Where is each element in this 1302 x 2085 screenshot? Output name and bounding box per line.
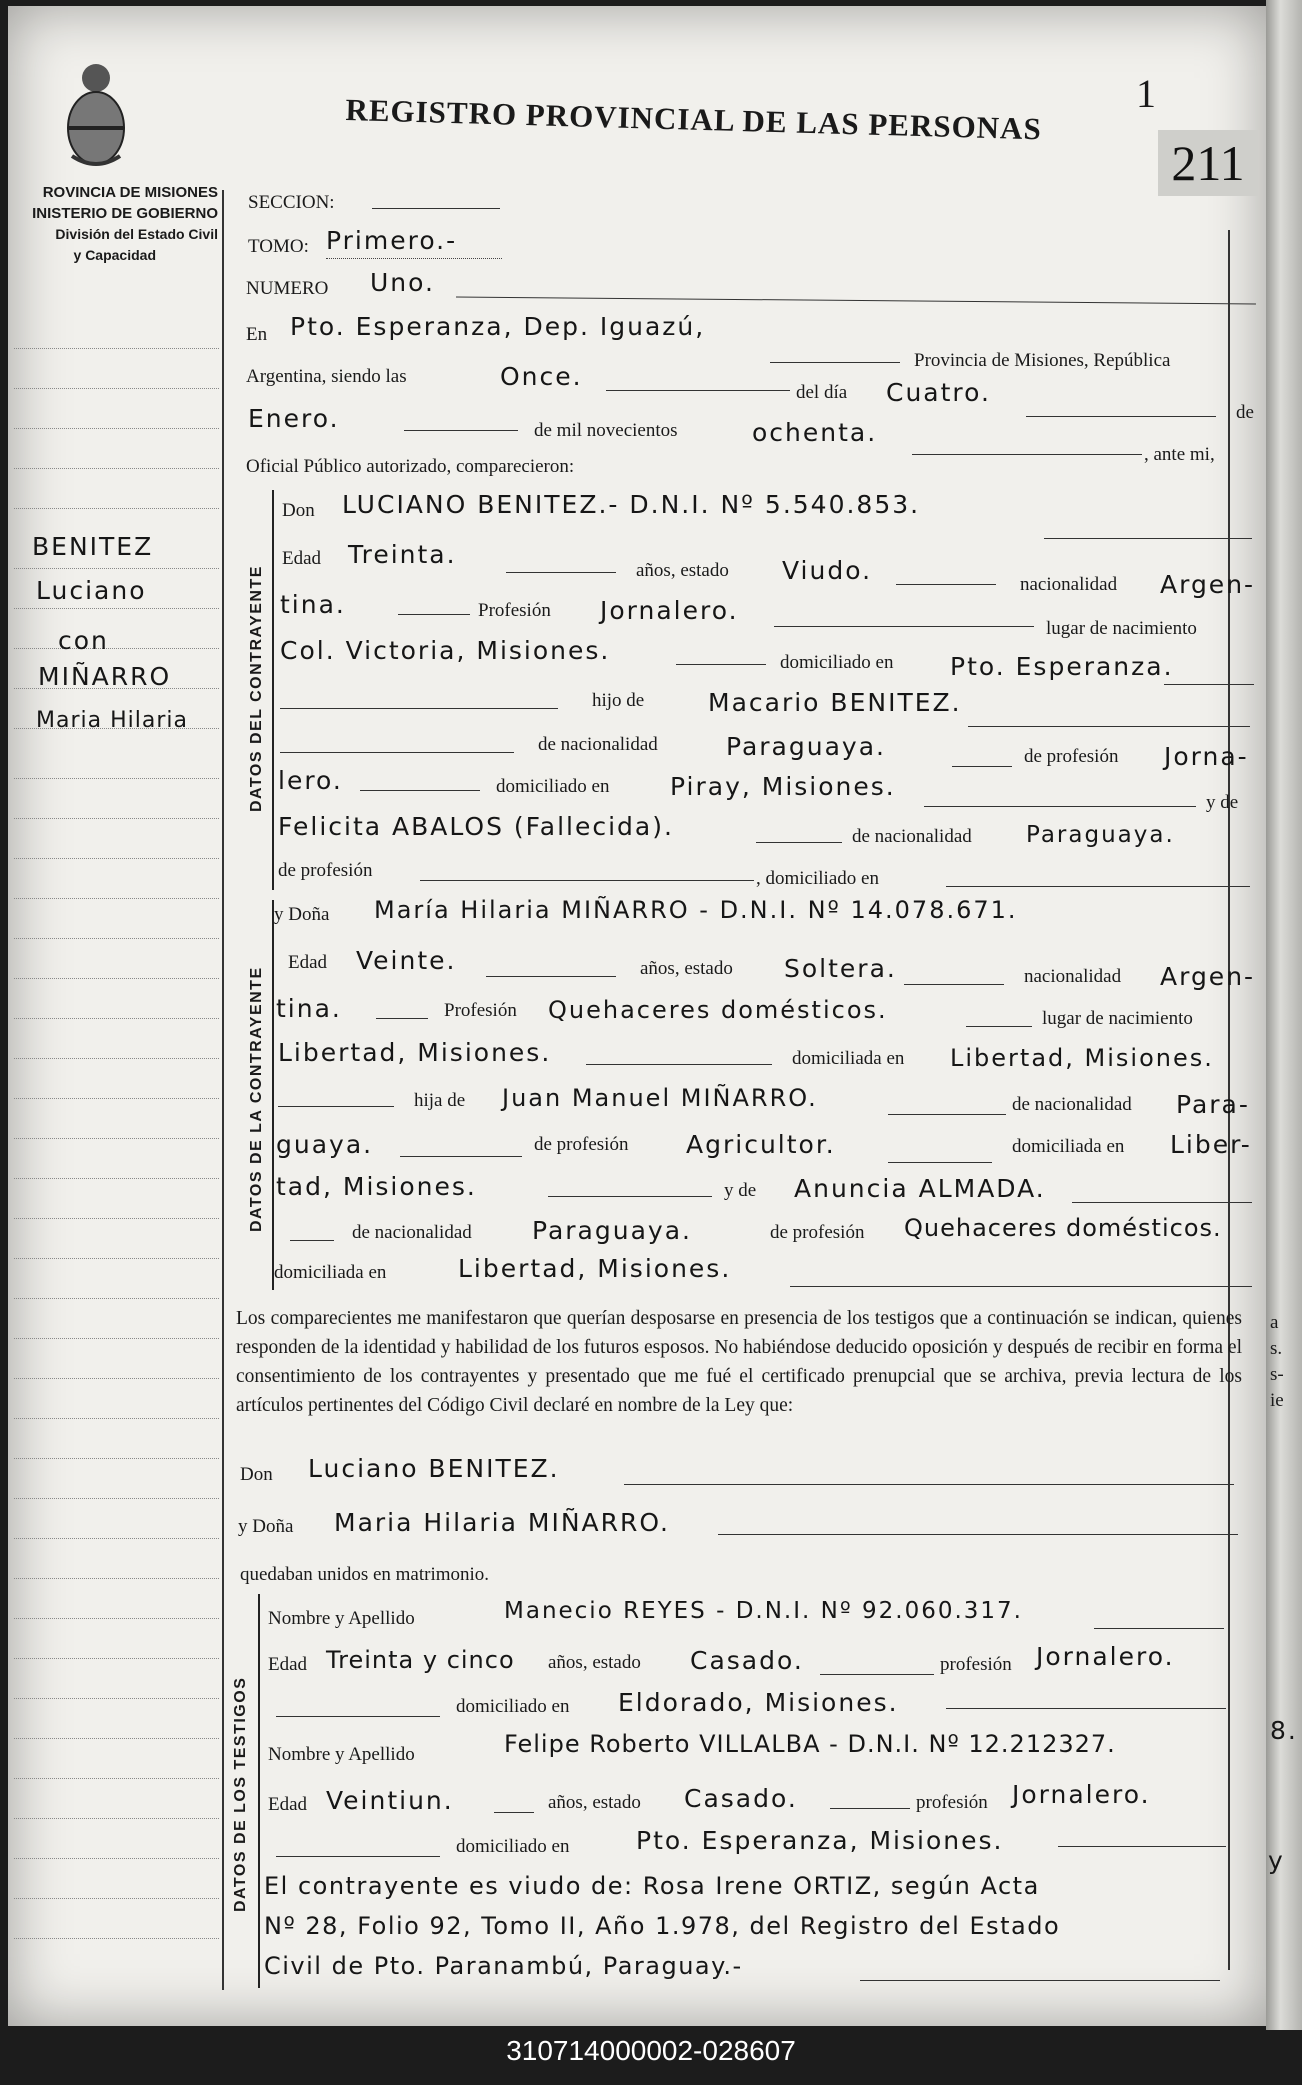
oficial-text: Oficial Público autorizado, comparecieron:: [246, 456, 575, 477]
profesion-label: profesión: [916, 1792, 988, 1813]
hija-label: hija de: [414, 1090, 466, 1111]
month-value: Enero.: [248, 404, 340, 433]
padre-profesion-value-cont: lero.: [278, 766, 343, 795]
padre-profesion-value: Agricultor.: [686, 1130, 836, 1159]
madre-domicilio-value: Libertad, Misiones.: [458, 1254, 732, 1283]
madre-profesion-value: Quehaceres domésticos.: [904, 1214, 1222, 1242]
profesion-value: Quehaceres domésticos.: [548, 996, 888, 1024]
edge-fragment: s.: [1270, 1338, 1283, 1359]
profesion-label: Profesión: [444, 1000, 517, 1021]
en-label: En: [246, 324, 268, 345]
domiciliada-label: domiciliada en: [792, 1048, 905, 1069]
nacionalidad-label: nacionalidad: [1020, 574, 1118, 595]
groom-name: LUCIANO BENITEZ.- D.N.I. Nº 5.540.853.: [342, 490, 921, 519]
padre-profesion-value: Jorna-: [1164, 742, 1249, 771]
domiciliada-label: domiciliada en: [274, 1262, 387, 1283]
domiciliado-label: domiciliado en: [780, 652, 894, 673]
nacionalidad-value-cont: tina.: [280, 590, 346, 619]
tomo-label: TOMO:: [248, 236, 309, 257]
anos-estado-text: años, estado: [548, 1652, 641, 1673]
witness1-profesion: Jornalero.: [1036, 1642, 1175, 1671]
year-text: de mil novecientos: [534, 420, 678, 441]
edad-label: Edad: [282, 548, 322, 569]
domiciliado-label: domiciliado en: [456, 1836, 570, 1857]
lugar-label: lugar de nacimiento: [1042, 1008, 1193, 1029]
madre-value: Felicita ABALOS (Fallecida).: [278, 812, 674, 841]
y-de-label: y de: [724, 1180, 757, 1201]
office-line: ROVINCIA DE MISIONES: [42, 184, 218, 201]
office-block: [0, 182, 218, 266]
edge-fragment: a: [1270, 1312, 1279, 1333]
nacionalidad-value: Argen-: [1160, 962, 1256, 991]
y-de-label: y de: [1206, 792, 1239, 813]
note-line: El contrayente es viudo de: Rosa Irene ORTIZ, según Acta: [264, 1872, 1040, 1900]
nacionalidad-label: nacionalidad: [1024, 966, 1122, 987]
padre-nacionalidad-value: Paraguaya.: [726, 732, 886, 761]
margin-name: BENITEZ: [32, 532, 154, 561]
profesion-label: Profesión: [478, 600, 551, 621]
madre-nacionalidad-value: Paraguaya.: [532, 1216, 692, 1245]
don-label: Don: [240, 1464, 273, 1485]
witness1-edad: Treinta y cinco: [326, 1646, 515, 1674]
domicilio-value: Libertad, Misiones.: [950, 1044, 1214, 1072]
de-profesion-label: de profesión: [278, 860, 373, 881]
nombre-label: Nombre y Apellido: [268, 1744, 415, 1765]
year-value: ochenta.: [752, 418, 878, 447]
dona-label: y Doña: [238, 1516, 294, 1537]
witness2-estado: Casado.: [684, 1784, 798, 1813]
anos-estado-text: años, estado: [640, 958, 733, 979]
madre-nacionalidad-value: Paraguaya.: [1026, 822, 1175, 848]
numero-value: Uno.: [370, 268, 435, 297]
madre-value: Anuncia ALMADA.: [794, 1174, 1046, 1203]
witness2-edad: Veintiun.: [326, 1786, 454, 1815]
witness2-name: Felipe Roberto VILLALBA - D.N.I. Nº 12.212327.: [504, 1730, 1116, 1758]
section-label-contrayente: DATOS DEL CONTRAYENTE: [248, 565, 265, 812]
edge-fragment: y: [1268, 1846, 1285, 1875]
footer-id: 310714000002-028607: [506, 2035, 796, 2066]
padre-nacionalidad-value: Para-: [1176, 1090, 1250, 1119]
edge-fragment: ie: [1270, 1390, 1284, 1411]
padre-nacionalidad-value-cont: guaya.: [276, 1130, 374, 1159]
closing-text: quedaban unidos en matrimonio.: [240, 1564, 490, 1585]
lugar-label: lugar de nacimiento: [1046, 618, 1197, 639]
place-value: Pto. Esperanza, Dep. Iguazú,: [290, 312, 706, 341]
don-label: Don: [282, 500, 315, 521]
lugar-value: Libertad, Misiones.: [278, 1038, 552, 1067]
seccion-label: SECCION:: [248, 192, 335, 213]
corner-number: 1: [1136, 71, 1156, 116]
witness2-domicilio: Pto. Esperanza, Misiones.: [636, 1826, 1004, 1855]
de-profesion-label: de profesión: [534, 1134, 629, 1155]
domiciliado-label: domiciliado en: [496, 776, 610, 797]
de-nacionalidad-label: de nacionalidad: [352, 1222, 472, 1243]
hijo-label: hijo de: [592, 690, 645, 711]
nacionalidad-value: Argen-: [1160, 570, 1256, 599]
de-nacionalidad-label: de nacionalidad: [1012, 1094, 1132, 1115]
section-label-testigos: DATOS DE LOS TESTIGOS: [232, 1676, 249, 1912]
office-line: INISTERIO DE GOBIERNO: [32, 205, 218, 222]
witness1-domicilio: Eldorado, Misiones.: [618, 1688, 899, 1717]
edad-label: Edad: [268, 1654, 308, 1675]
margin-name: con: [58, 626, 109, 655]
dona-label: y Doña: [274, 904, 330, 925]
declaration-paragraph: Los comparecientes me manifestaron que querían desposarse en presencia de los testigos que a continuación se indican, quienes responden de la identidad y habilidad de los futuros esposos. No habiéndose deducido oposición y después de recibir en forma el consentimiento de los contrayentes y presentado que me fué el certificado prenupcial que se archiva, previa lectura de los artículos pertinentes del Código Civil declaré en nombre de la Ley que:: [236, 1308, 1242, 1416]
provincia-text: Provincia de Misiones, República: [914, 350, 1171, 371]
office-line: y Capacidad: [73, 247, 156, 263]
bride-name: María Hilaria MIÑARRO - D.N.I. Nº 14.078.671.: [374, 896, 1018, 924]
edad-label: Edad: [288, 952, 328, 973]
tomo-value: Primero.-: [326, 226, 458, 255]
anos-estado-text: años, estado: [548, 1792, 641, 1813]
note-line: Civil de Pto. Paranambú, Paraguay.-: [264, 1952, 743, 1980]
nombre-label: Nombre y Apellido: [268, 1608, 415, 1629]
padre-domicilio-value: Liber-: [1170, 1130, 1252, 1159]
witness2-profesion: Jornalero.: [1012, 1780, 1151, 1809]
padre-value: Juan Manuel MIÑARRO.: [502, 1084, 818, 1112]
witness1-name: Manecio REYES - D.N.I. Nº 92.060.317.: [504, 1598, 1023, 1624]
padre-domicilio-value: Piray, Misiones.: [670, 772, 896, 801]
edge-fragment: s-: [1270, 1364, 1284, 1385]
day-value: Cuatro.: [886, 378, 991, 407]
bride-repeat: Maria Hilaria MIÑARRO.: [334, 1508, 670, 1537]
edad-value: Veinte.: [356, 946, 457, 975]
margin-name: MIÑARRO: [38, 662, 172, 691]
lugar-value: Col. Victoria, Misiones.: [280, 636, 611, 665]
numero-label: NUMERO: [246, 278, 329, 299]
ante-mi-text: , ante mi,: [1144, 444, 1215, 465]
margin-name: Maria Hilaria: [36, 708, 188, 733]
margin-rule: [222, 190, 224, 1990]
nacionalidad-value-cont: tina.: [276, 994, 342, 1023]
edge-fragment: 8.: [1270, 1716, 1298, 1745]
coat-of-arms-icon: [56, 56, 136, 174]
note-line: Nº 28, Folio 92, Tomo II, Año 1.978, del Registro del Estado: [264, 1912, 1061, 1940]
stamp-number: 211: [1158, 130, 1258, 196]
anos-estado-text: años, estado: [636, 560, 729, 581]
domiciliado-label: domiciliado en: [456, 1696, 570, 1717]
padre-value: Macario BENITEZ.: [708, 688, 962, 717]
domiciliado-label: , domiciliado en: [756, 868, 879, 889]
de-profesion-label: de profesión: [1024, 746, 1119, 767]
de-nacionalidad-label: de nacionalidad: [538, 734, 658, 755]
de-profesion-label: de profesión: [770, 1222, 865, 1243]
domicilio-value: Pto. Esperanza.: [950, 652, 1174, 681]
de-nacionalidad-label: de nacionalidad: [852, 826, 972, 847]
de-label: de: [1236, 402, 1254, 423]
estado-value: Viudo.: [782, 556, 873, 585]
page-title: REGISTRO PROVINCIAL DE LAS PERSONAS: [345, 92, 1043, 147]
witness1-estado: Casado.: [690, 1646, 804, 1675]
margin-name: Luciano: [36, 576, 147, 605]
padre-domicilio-value-cont: tad, Misiones.: [276, 1172, 477, 1201]
groom-repeat: Luciano BENITEZ.: [308, 1454, 560, 1483]
argentina-text: Argentina, siendo las: [246, 366, 407, 387]
hour-value: Once.: [500, 362, 583, 391]
edad-label: Edad: [268, 1794, 308, 1815]
section-label-contrayenta: DATOS DE LA CONTRAYENTE: [248, 966, 265, 1232]
office-line: División del Estado Civil: [55, 226, 218, 242]
estado-value: Soltera.: [784, 954, 897, 983]
profesion-value: Jornalero.: [600, 596, 739, 625]
profesion-label: profesión: [940, 1654, 1012, 1675]
domiciliada-label: domiciliada en: [1012, 1136, 1125, 1157]
del-dia-label: del día: [796, 382, 848, 403]
edad-value: Treinta.: [348, 540, 457, 569]
